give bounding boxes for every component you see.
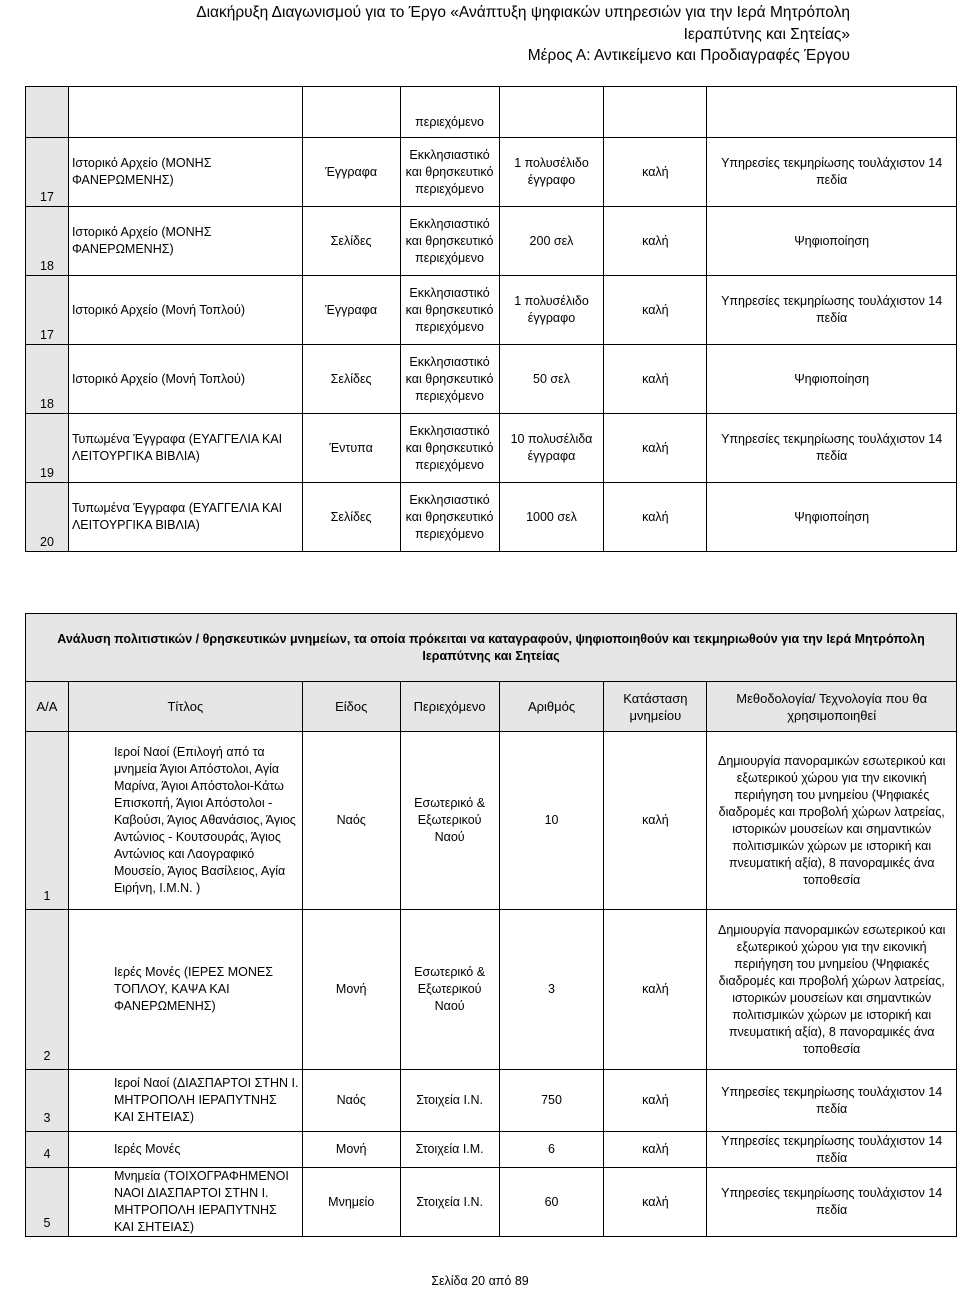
header-type: Είδος [302, 682, 400, 732]
type-cell: Έντυπα [302, 414, 400, 483]
condition-cell: καλή [604, 1070, 707, 1132]
condition-cell: καλή [604, 414, 707, 483]
header-line-1: Διακήρυξη Διαγωνισμού για το Έργο «Ανάπτυξη ψηφιακών υπηρεσιών για την Ιερά Μητρόπολη [196, 4, 850, 21]
condition-cell: καλή [604, 345, 707, 414]
row-number: 2 [26, 910, 69, 1070]
table-row [26, 345, 957, 414]
title-cell: Ιστορικό Αρχείο (ΜΟΝΗΣ ΦΑΝΕΡΩΜΕΝΗΣ) [68, 138, 302, 207]
condition-cell: καλή [604, 483, 707, 552]
title-cell: Τυπωμένα Έγγραφα (ΕΥΑΓΓΕΛΙΑ ΚΑΙ ΛΕΙΤΟΥΡΓΙΚΑ ΒΙΒΛΙΑ) [68, 483, 302, 552]
number-cell: 750 [499, 1070, 604, 1132]
condition-cell: καλή [604, 1132, 707, 1168]
table-row [26, 207, 957, 276]
method-cell: Υπηρεσίες τεκμηρίωσης τουλάχιστον 14 πεδία [707, 1168, 957, 1237]
row-number: 1 [26, 732, 69, 910]
title-cell: Μνημεία (ΤΟΙΧΟΓΡΑΦΗΜΕΝΟΙ ΝΑΟΙ ΔΙΑΣΠΑΡΤΟΙ ΣΤΗΝ Ι. ΜΗΤΡΟΠΟΛΗ ΙΕΡΑΠΥΤΝΗΣ ΚΑΙ ΣΗΤΕΙΑΣ) [68, 1168, 302, 1237]
table-row [26, 483, 957, 552]
number-cell: 6 [499, 1132, 604, 1168]
table-title: Ανάλυση πολιτιστικών / θρησκευτικών μνημείων, τα οποία πρόκειται να καταγραφούν, ψηφιοποιηθούν και τεκμηριωθούν για την Ιερά Μητρόπολη Ιεραπύτνης και Σητείας [26, 614, 957, 682]
title-cell: Ιερές Μονές [68, 1132, 302, 1168]
row-number: 17 [26, 138, 69, 207]
number-cell: 1 πολυσέλιδο έγγραφο [499, 276, 604, 345]
method-cell: Ψηφιοποίηση [707, 207, 957, 276]
content-cell: περιεχόμενο [400, 87, 499, 138]
condition-cell: καλή [604, 732, 707, 910]
header-method: Μεθοδολογία/ Τεχνολογία που θα χρησιμοποιηθεί [707, 682, 957, 732]
type-cell: Έγγραφα [302, 138, 400, 207]
condition-cell: καλή [604, 1168, 707, 1237]
type-cell: Μονή [302, 910, 400, 1070]
header-condition: Κατάσταση μνημείου [604, 682, 707, 732]
type-cell: Σελίδες [302, 207, 400, 276]
number-cell: 1 πολυσέλιδο έγγραφο [499, 138, 604, 207]
title-cell: Ιερές Μονές (ΙΕΡΕΣ ΜΟΝΕΣ ΤΟΠΛΟΥ, ΚΑΨΑ ΚΑΙ ΦΑΝΕΡΩΜΕΝΗΣ) [68, 910, 302, 1070]
condition-cell: καλή [604, 910, 707, 1070]
title-cell: Ιστορικό Αρχείο (ΜΟΝΗΣ ΦΑΝΕΡΩΜΕΝΗΣ) [68, 207, 302, 276]
content-cell: Εκκλησιαστικό και θρησκευτικό περιεχόμενο [400, 483, 499, 552]
type-cell: Έγγραφα [302, 276, 400, 345]
method-cell: Υπηρεσίες τεκμηρίωσης τουλάχιστον 14 πεδία [707, 138, 957, 207]
table-row [26, 1168, 957, 1237]
number-cell: 10 [499, 732, 604, 910]
type-cell: Μνημείο [302, 1168, 400, 1237]
method-cell: Δημιουργία πανοραμικών εσωτερικού και εξωτερικού χώρου για την εικονική περιήγηση του μνημείου (Ψηφιακές διαδρομές και προβολή χώρων λατρείας, ιστορικών μουσείων και σημαντικών πολιτισμικών χώρων με ιστορική και πνευματική αξία), 8 πανοραμικές άνα τοποθεσία [707, 910, 957, 1070]
content-cell: Στοιχεία Ι.Ν. [400, 1070, 499, 1132]
method-cell: Υπηρεσίες τεκμηρίωσης τουλάχιστον 14 πεδία [707, 1070, 957, 1132]
content-cell: Εκκλησιαστικό και θρησκευτικό περιεχόμενο [400, 138, 499, 207]
row-number: 18 [26, 207, 69, 276]
table-row [26, 87, 957, 138]
row-number: 3 [26, 1070, 69, 1132]
header-line-3: Μέρος Α: Αντικείμενο και Προδιαγραφές Έργου [527, 47, 850, 64]
number-cell: 200 σελ [499, 207, 604, 276]
table-row [26, 1132, 957, 1168]
type-cell: Σελίδες [302, 345, 400, 414]
condition-cell: καλή [604, 207, 707, 276]
page-number: Σελίδα 20 από 89 [431, 1274, 529, 1288]
table-row [26, 276, 957, 345]
method-cell: Ψηφιοποίηση [707, 345, 957, 414]
content-cell: Στοιχεία Ι.Μ. [400, 1132, 499, 1168]
row-number: 18 [26, 345, 69, 414]
method-cell: Δημιουργία πανοραμικών εσωτερικού και εξωτερικού χώρου για την εικονική περιήγηση του μνημείου (Ψηφιακές διαδρομές και προβολή χώρων λατρείας, ιστορικών μουσείων και σημαντικών πολιτισμικών χώρων με ιστορική και πνευματική αξία), 8 πανοραμικές άνα τοποθεσία [707, 732, 957, 910]
content-cell: Εκκλησιαστικό και θρησκευτικό περιεχόμενο [400, 207, 499, 276]
type-cell: Σελίδες [302, 483, 400, 552]
row-number: 17 [26, 276, 69, 345]
method-cell: Υπηρεσίες τεκμηρίωσης τουλάχιστον 14 πεδία [707, 1132, 957, 1168]
row-number: 5 [26, 1168, 69, 1237]
title-cell: Ιεροί Ναοί (ΔΙΑΣΠΑΡΤΟΙ ΣΤΗΝ Ι. ΜΗΤΡΟΠΟΛΗ ΙΕΡΑΠΥΤΝΗΣ ΚΑΙ ΣΗΤΕΙΑΣ) [68, 1070, 302, 1132]
number-cell: 10 πολυσέλιδα έγγραφα [499, 414, 604, 483]
header-number: Αριθμός [499, 682, 604, 732]
table-row [26, 910, 957, 1070]
title-cell: Ιστορικό Αρχείο (Μονή Τοπλού) [68, 276, 302, 345]
content-cell: Εκκλησιαστικό και θρησκευτικό περιεχόμενο [400, 276, 499, 345]
title-cell: Τυπωμένα Έγγραφα (ΕΥΑΓΓΕΛΙΑ ΚΑΙ ΛΕΙΤΟΥΡΓΙΚΑ ΒΙΒΛΙΑ) [68, 414, 302, 483]
row-number: 19 [26, 414, 69, 483]
title-cell: Ιεροί Ναοί (Επιλογή από τα μνημεία Άγιοι Απόστολοι, Αγία Μαρίνα, Άγιοι Απόστολοι-Κάτω Επισκοπή, Άγιοι Απόστολοι - Καβούσι, Άγιος Αθανάσιος, Άγιος Αντώνιος - Κουτσουράς, Άγιος Αντώνιος και Λαογραφικό Μουσείο, Άγιος Βασίλειος, Αγία Ειρήνη, Ι.Μ.Ν. ) [68, 732, 302, 910]
title-cell: Ιστορικό Αρχείο (Μονή Τοπλού) [68, 345, 302, 414]
header-line-2: Ιεραπύτνης και Σητείας» [683, 25, 850, 43]
table-row [26, 732, 957, 910]
condition-cell: καλή [604, 138, 707, 207]
table-row [26, 1070, 957, 1132]
content-cell: Εσωτερικό & Εξωτερικού Ναού [400, 732, 499, 910]
content-cell: Εσωτερικό & Εξωτερικού Ναού [400, 910, 499, 1070]
items-table-continuation [25, 86, 957, 552]
table-title-row [26, 614, 957, 682]
type-cell: Μονή [302, 1132, 400, 1168]
number-cell: 3 [499, 910, 604, 1070]
number-cell: 50 σελ [499, 345, 604, 414]
table-row [26, 414, 957, 483]
header-aa: Α/Α [26, 682, 69, 732]
page-header [196, 2, 850, 67]
row-number: 20 [26, 483, 69, 552]
type-cell: Ναός [302, 1070, 400, 1132]
type-cell: Ναός [302, 732, 400, 910]
header-title: Τίτλος [68, 682, 302, 732]
table-row [26, 138, 957, 207]
content-cell: Εκκλησιαστικό και θρησκευτικό περιεχόμενο [400, 345, 499, 414]
content-cell: Στοιχεία Ι.Ν. [400, 1168, 499, 1237]
condition-cell: καλή [604, 276, 707, 345]
content-cell: Εκκλησιαστικό και θρησκευτικό περιεχόμενο [400, 414, 499, 483]
number-cell: 60 [499, 1168, 604, 1237]
monuments-table [25, 613, 957, 1237]
number-cell: 1000 σελ [499, 483, 604, 552]
table-header-row [26, 682, 957, 732]
method-cell: Υπηρεσίες τεκμηρίωσης τουλάχιστον 14 πεδία [707, 414, 957, 483]
method-cell: Υπηρεσίες τεκμηρίωσης τουλάχιστον 14 πεδία [707, 276, 957, 345]
header-content: Περιεχόμενο [400, 682, 499, 732]
row-number: 4 [26, 1132, 69, 1168]
method-cell: Ψηφιοποίηση [707, 483, 957, 552]
